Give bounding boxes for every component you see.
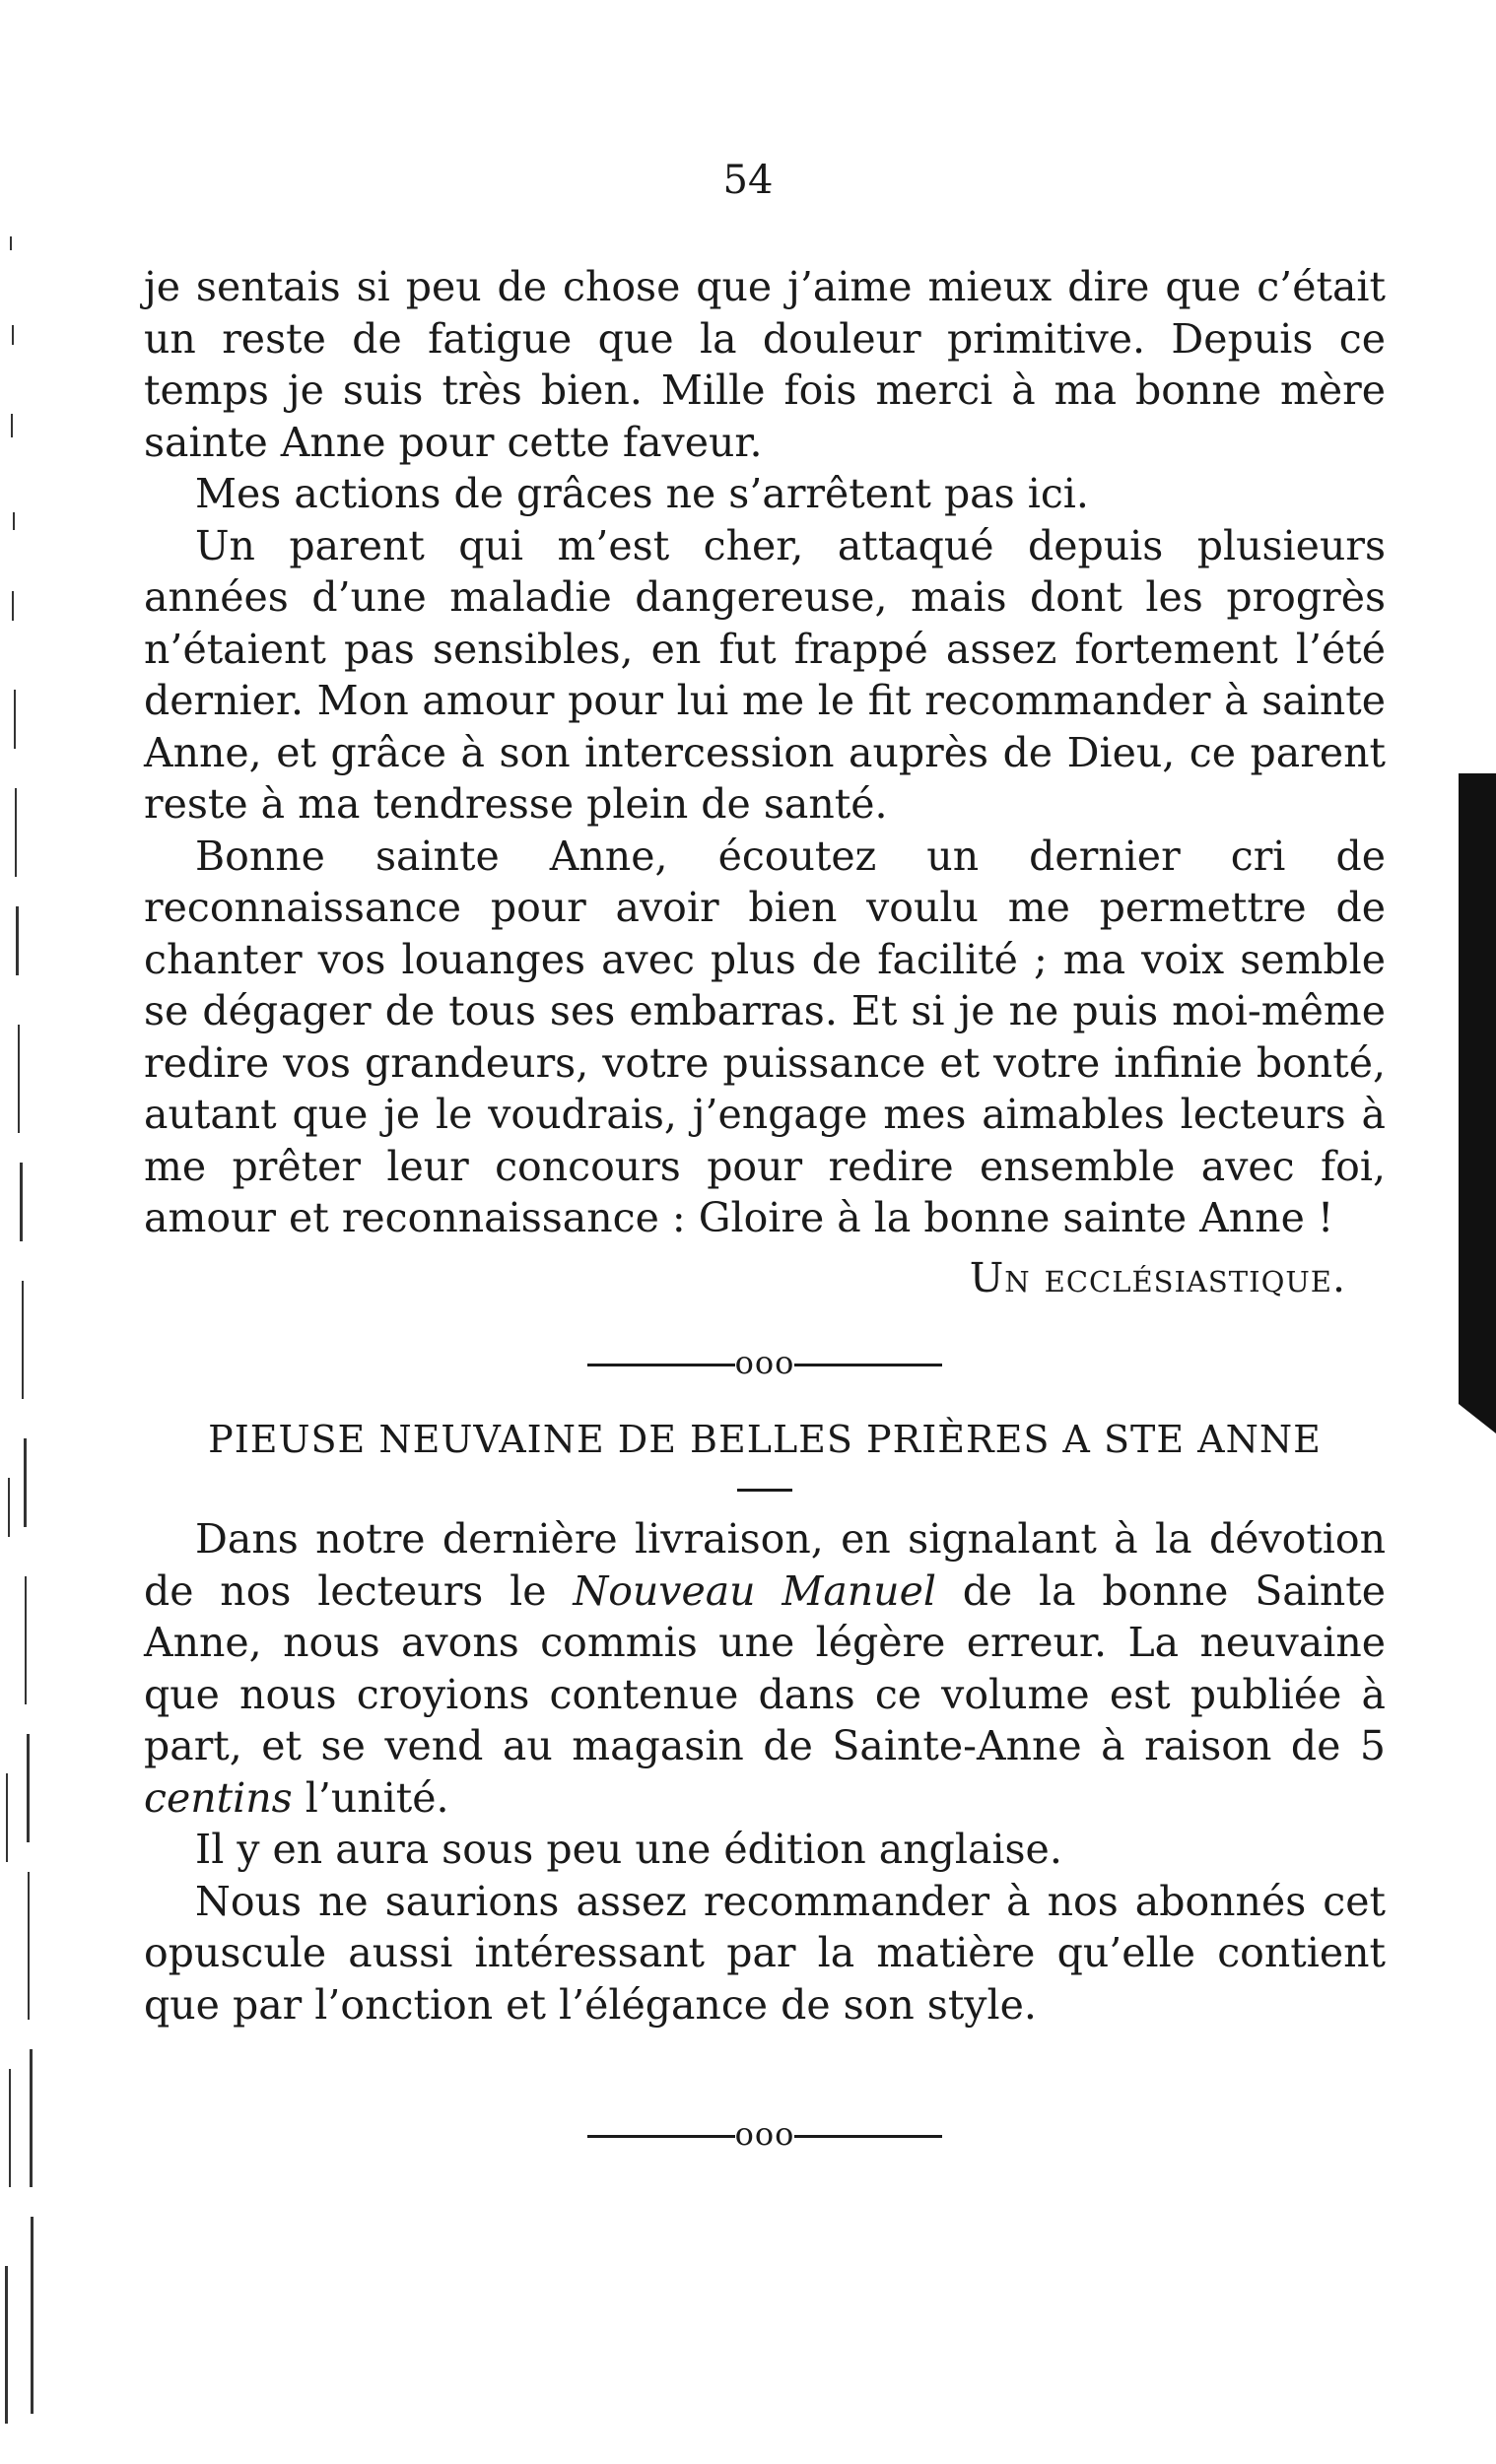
paragraph-1: je sentais si peu de chose que j’aime mieux dire que c’était un reste de fatigue que la douleur primitive. Depuis ce temps je suis très bien. Mille fois merci à ma bonne mère sainte Anne pour cette faveur.	[144, 263, 1386, 466]
page-number: 54	[722, 158, 774, 203]
section-heading: PIEUSE NEUVAINE DE BELLES PRIÈRES A STE ANNE	[208, 1418, 1322, 1461]
paragraph-2: Mes actions de grâces ne s’arrêtent pas ici.	[195, 470, 1089, 517]
paragraph-5	[144, 1513, 1386, 1824]
separator-dash-right	[794, 2135, 942, 2138]
paragraph-4: Bonne sainte Anne, écoutez un dernier cri de reconnaissance pour avoir bien voulu me permettre de chanter vos louanges avec plus de facilité ; ma voix semble se dégager de tous ses embarras. Et si je ne puis moi-même redire vos grandeurs, votre puissance et votre infinie bonté, autant que je le voudrais, j’engage mes aimables lecteurs à me prêter leur concours pour redire ensemble avec foi, amour et reconnaissance : Gloire à la bonne sainte Anne !	[144, 832, 1386, 1241]
paragraph-5-part-2: de la bonne Sainte Anne, nous avons commis une légère erreur. La neuvaine que nous croyions contenue dans ce volume est publiée à part, et se vend au magasin de Sainte-Anne à raison de 5	[144, 1566, 1386, 1769]
separator-dash-right	[794, 1364, 942, 1366]
left-margin-speckle	[0, 0, 43, 2464]
paragraph-3: Un parent qui m’est cher, attaqué depuis plusieurs années d’une maladie dangereuse, mais dont les progrès n’étaient pas sensibles, en fut frappé assez fortement l’été dernier. Mon amour pour lui me le fit recommander à sainte Anne, et grâce à son intercession auprès de Dieu, ce parent reste à ma tendresse plein de santé.	[144, 521, 1386, 828]
separator-1-text: ooo	[734, 1344, 795, 1381]
separator-2	[144, 2114, 1386, 2154]
text-column	[144, 261, 1386, 2187]
paragraph-5-part-3: l’unité.	[292, 1773, 449, 1822]
paragraph-7: Nous ne saurions assez recommander à nos abonnés cet opuscule aussi intéressant par la matière qu’elle contient que par l’onction et l’élégance de son style.	[144, 1877, 1386, 2029]
paragraph-5-part-1: Dans notre dernière livraison, en signalant à la dévotion de nos lecteurs le	[144, 1515, 1386, 1615]
paragraph-5-italic-unit: centins	[144, 1773, 293, 1822]
heading-rule	[737, 1489, 792, 1492]
paragraph-5-italic-title: Nouveau Manuel	[573, 1566, 936, 1615]
paragraph-6: Il y en aura sous peu une édition anglaise.	[195, 1826, 1062, 1873]
separator-2-text: ooo	[734, 2115, 795, 2153]
separator-dash-left	[587, 1364, 735, 1366]
right-edge-dark-band	[1459, 773, 1496, 1404]
right-edge-band-tip	[1459, 1404, 1496, 1433]
separator-dash-left	[587, 2135, 735, 2138]
separator-1	[144, 1343, 1386, 1382]
signature: Un ecclésiastique.	[969, 1253, 1346, 1301]
